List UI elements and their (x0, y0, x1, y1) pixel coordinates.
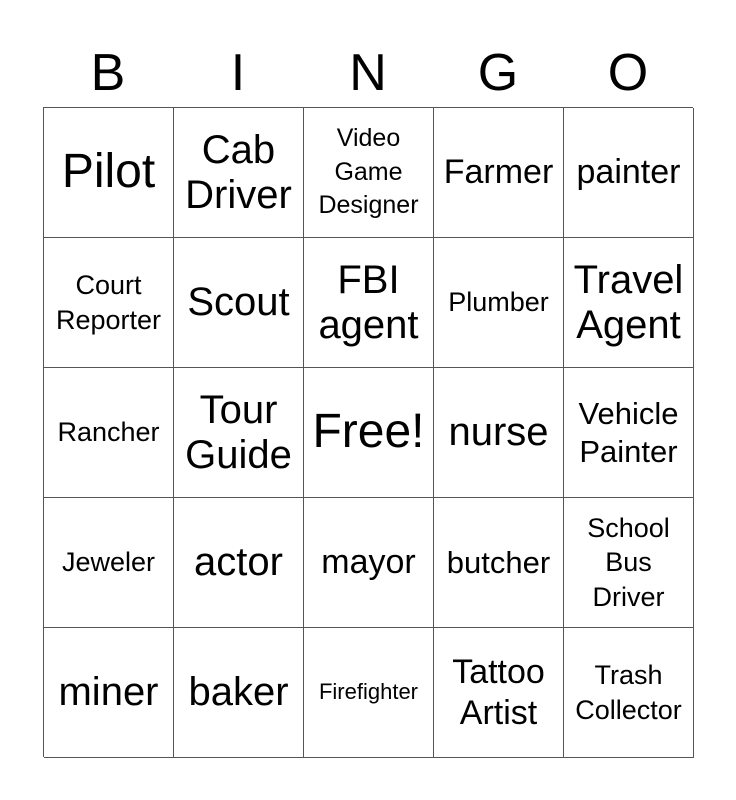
bingo-cell-r1-c5[interactable]: painter (564, 108, 694, 238)
bingo-cell-r2-c5[interactable]: Travel Agent (564, 238, 694, 368)
header-letter-o: O (607, 44, 649, 102)
bingo-cell-r1-c3[interactable]: Video Game Designer (304, 108, 434, 238)
bingo-cell-r3-c2[interactable]: Tour Guide (174, 368, 304, 498)
bingo-cell-r4-c1[interactable]: Jeweler (44, 498, 174, 628)
bingo-cell-r2-c4[interactable]: Plumber (434, 238, 564, 368)
bingo-cell-r2-c2[interactable]: Scout (174, 238, 304, 368)
bingo-cell-r3-c5[interactable]: Vehicle Painter (564, 368, 694, 498)
bingo-cell-r1-c1[interactable]: Pilot (44, 108, 174, 238)
bingo-cell-r1-c4[interactable]: Farmer (434, 108, 564, 238)
bingo-cell-r5-c5[interactable]: Trash Collector (564, 628, 694, 758)
header-letter-n: N (349, 44, 387, 102)
bingo-cell-r4-c2[interactable]: actor (174, 498, 304, 628)
bingo-cell-r4-c3[interactable]: mayor (304, 498, 434, 628)
header-letter-g: G (477, 44, 519, 102)
bingo-cell-r5-c4[interactable]: Tattoo Artist (434, 628, 564, 758)
bingo-cell-r3-c3-free[interactable]: Free! (304, 368, 434, 498)
bingo-cell-r3-c1[interactable]: Rancher (44, 368, 174, 498)
bingo-cell-r2-c1[interactable]: Court Reporter (44, 238, 174, 368)
bingo-cell-r2-c3[interactable]: FBI agent (304, 238, 434, 368)
bingo-cell-r5-c2[interactable]: baker (174, 628, 304, 758)
bingo-cell-r5-c3[interactable]: Firefighter (304, 628, 434, 758)
bingo-cell-r4-c4[interactable]: butcher (434, 498, 564, 628)
header-letter-b: B (90, 44, 126, 102)
bingo-cell-r1-c2[interactable]: Cab Driver (174, 108, 304, 238)
bingo-cell-r5-c1[interactable]: miner (44, 628, 174, 758)
bingo-board (43, 107, 693, 757)
bingo-cell-r3-c4[interactable]: nurse (434, 368, 564, 498)
bingo-header (43, 40, 693, 106)
header-letter-i: I (230, 44, 246, 102)
bingo-cell-r4-c5[interactable]: School Bus Driver (564, 498, 694, 628)
